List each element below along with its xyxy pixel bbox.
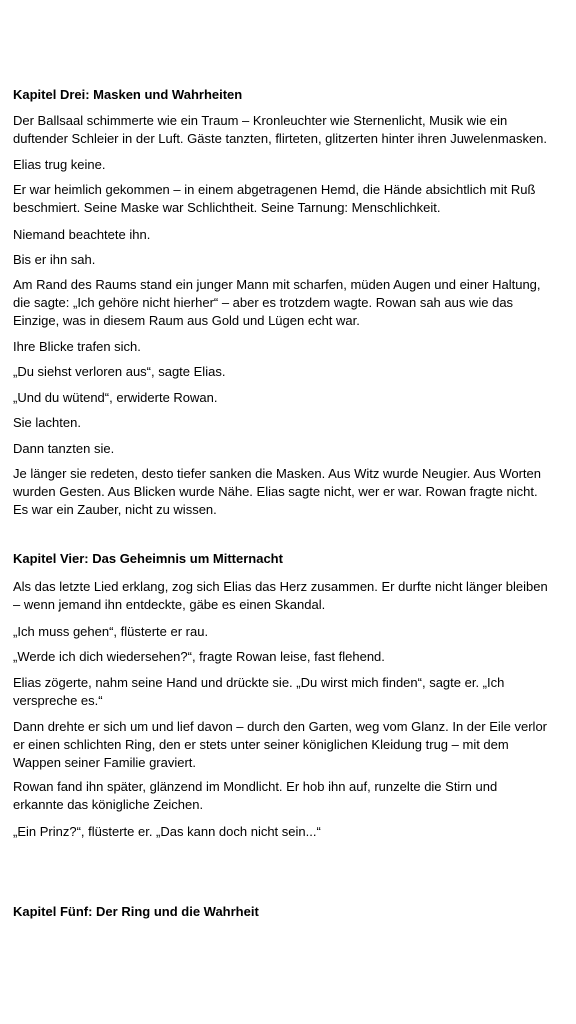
chapter-4-paragraph-6 [13, 778, 573, 814]
chapter-5-title [13, 903, 573, 921]
chapter-4-paragraph-5 [13, 718, 573, 772]
chapter-title: Kapitel Vier: Das Geheimnis um Mitternacht [13, 551, 283, 566]
paragraph: Sie lachten. [13, 415, 81, 430]
chapter-3-paragraph-8 [13, 363, 573, 381]
paragraph: Niemand beachtete ihn. [13, 227, 151, 242]
paragraph: Elias trug keine. [13, 157, 106, 172]
paragraph: „Ein Prinz?“, flüsterte er. „Das kann doch nicht sein...“ [13, 824, 321, 839]
paragraph: Bis er ihn sah. [13, 252, 96, 267]
paragraph: Ihre Blicke trafen sich. [13, 339, 141, 354]
chapter-title: Kapitel Drei: Masken und Wahrheiten [13, 87, 243, 102]
chapter-3-title [13, 86, 573, 104]
chapter-title: Kapitel Fünf: Der Ring und die Wahrheit [13, 904, 259, 919]
chapter-3-paragraph-11 [13, 440, 573, 458]
paragraph: „Und du wütend“, erwiderte Rowan. [13, 390, 218, 405]
chapter-4-paragraph-2 [13, 623, 573, 641]
paragraph: Je länger sie redeten, desto tiefer sanken die Masken. Aus Witz wurde Neugier. Aus Worten wurden Gesten. Aus Blicken wurde Nähe. Elias sagte nicht, wer er war. Rowan fragte nicht. Es war ein Zauber, nicht zu wissen. [13, 466, 541, 517]
chapter-4-paragraph-4 [13, 674, 573, 710]
chapter-3-paragraph-6 [13, 276, 573, 330]
chapter-3-paragraph-10 [13, 414, 573, 432]
chapter-3-paragraph-2 [13, 156, 573, 174]
paragraph: Der Ballsaal schimmerte wie ein Traum – Kronleuchter wie Sternenlicht, Musik wie ein duftender Schleier in der Luft. Gäste tanzten, flirteten, glitzerten hinter ihren Juwelenmasken. [13, 113, 548, 146]
paragraph: Dann tanzten sie. [13, 441, 115, 456]
chapter-4-title [13, 550, 573, 568]
chapter-3-paragraph-3 [13, 181, 573, 217]
chapter-3-paragraph-12 [13, 465, 573, 519]
chapter-3-paragraph-4 [13, 226, 573, 244]
paragraph: „Werde ich dich wiedersehen?“, fragte Rowan leise, fast flehend. [13, 649, 385, 664]
chapter-3-paragraph-5 [13, 251, 573, 269]
chapter-3-paragraph-9 [13, 389, 573, 407]
paragraph: Er war heimlich gekommen – in einem abgetragenen Hemd, die Hände absichtlich mit Ruß beschmiert. Seine Maske war Schlichtheit. Seine Tarnung: Menschlichkeit. [13, 182, 536, 215]
paragraph: Am Rand des Raums stand ein junger Mann mit scharfen, müden Augen und einer Haltung, die sagte: „Ich gehöre nicht hierher“ – aber es trotzdem wagte. Rowan sah aus wie das Einzige, was in diesem Raum aus Gold und Lügen echt war. [13, 277, 541, 328]
paragraph: Elias zögerte, nahm seine Hand und drückte sie. „Du wirst mich finden“, sagte er. „Ich verspreche es.“ [13, 675, 505, 708]
chapter-4-paragraph-3 [13, 648, 573, 666]
paragraph: Als das letzte Lied erklang, zog sich Elias das Herz zusammen. Er durfte nicht länger bleiben – wenn jemand ihn entdeckte, gäbe es einen Skandal. [13, 579, 548, 612]
chapter-3-paragraph-7 [13, 338, 573, 356]
chapter-4-paragraph-1 [13, 578, 573, 614]
paragraph: „Du siehst verloren aus“, sagte Elias. [13, 364, 226, 379]
paragraph: „Ich muss gehen“, flüsterte er rau. [13, 624, 209, 639]
chapter-4-paragraph-7 [13, 823, 573, 841]
chapter-3-paragraph-1 [13, 112, 573, 148]
paragraph: Rowan fand ihn später, glänzend im Mondlicht. Er hob ihn auf, runzelte die Stirn und erkannte das königliche Zeichen. [13, 779, 498, 812]
paragraph: Dann drehte er sich um und lief davon – durch den Garten, weg vom Glanz. In der Eile verlor er einen schlichten Ring, den er stets unter seiner königlichen Kleidung trug – mit dem Wappen seiner Familie graviert. [13, 719, 548, 770]
